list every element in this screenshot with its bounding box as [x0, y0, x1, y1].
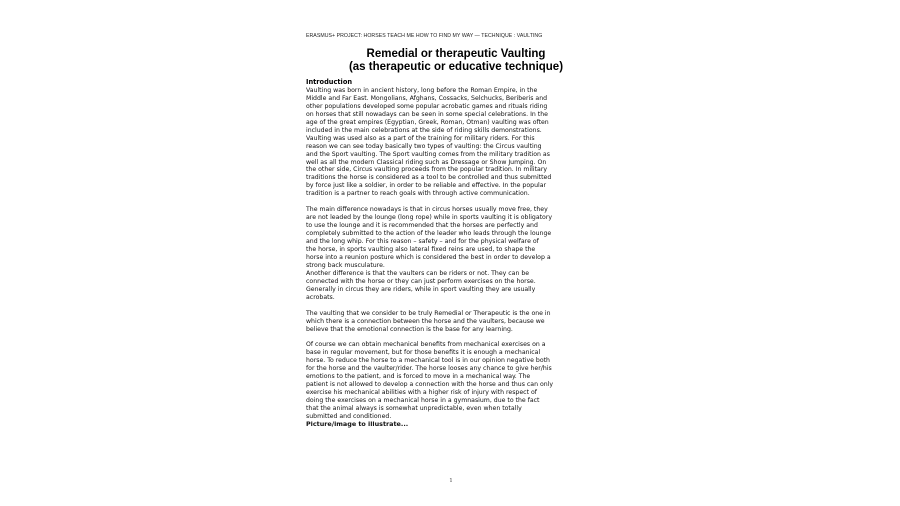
section-heading-introduction: Introduction — [306, 78, 353, 86]
paragraph-mechanical-benefits: Of course we can obtain mechanical benefits from mechanical exercises on a base in regular movement, but for those benefits it is enough a mechanical horse. To reduce the horse to a mechanical tool is in our opinion negative both for the horse and the vaulter/rider. The horse looses any chance to give her/his emotions to the patient, and is forced to move in a mechanical way. The patient is not allowed to develop a connection with the horse and thus can only exercise his mechanical abilities with a higher risk of injury with respect of doing the exercises on a mechanical horse in a gymnasium, due to the fact that the animal always is somewhat unpredictable, even when totally submitted and conditioned. — [306, 341, 554, 420]
title-line-2: (as therapeutic or educative technique) — [348, 60, 564, 73]
title-line-1: Remedial or therapeutic Vaulting — [366, 48, 546, 60]
paragraph-remedial-definition: The vaulting that we consider to be truly Remedial or Therapeutic is the one in which there is a connection between the horse and the vaulters, because we believe that the emotional connection is the base for any learning. — [306, 309, 551, 333]
page-number: 1 — [449, 478, 453, 484]
picture-placeholder-note: Picture/image to illustrate... — [306, 419, 409, 428]
document-body — [306, 79, 606, 429]
paragraph-main-difference: The main difference nowadays is that in circus horses usually move free, they are not leaded by the lounge (long rope) while in sports vaulting it is obligatory to use the lounge and it is recommended that the horses are perfectly and completely submitted to the action of the leader who leads through the lounge and the long whip. For this reason – safety – and for the physical welfare of the horse, in sports vaulting also lateral fixed reins are used, to shape the horse into a reunion posture which is considered the best in order to develop a strong back musculature. — [306, 206, 553, 269]
paragraph-another-difference: Another difference is that the vaulters can be riders or not. They can be connected with the horse or they can just perform exercises on the horse. Generally in circus they are riders, while in sport vaulting they are usually acrobats. — [306, 269, 536, 301]
document-title — [306, 48, 606, 73]
paragraph-history: Vaulting was born in ancient history, long before the Roman Empire, in the Middle and Far East. Mongolians, Afghans, Cossacks, Selchucks, Beriberis and other populations developed some popular acrobatic games and rituals riding on horses that still nowadays can be seen in some special celebrations. In the age of the great empires (Egyptian, Greek, Roman, Otman) vaulting was often included in the main celebrations at the side of riding skills demonstrations. Vaulting was used also as a part of the training for military riders. For this reason we can see today basically two types of vaulting: the Circus vaulting and the Sport vaulting. The Sport vaulting comes from the military tradition as well as all the modern Classical riding such as Dressage or Show Jumping. On the other side, Circus vaulting proceeds from the popular tradition. In military traditions the horse is considered as a tool to be controlled and thus submitted by force just like a soldier, in order to be reliable and effective. In the popular tradition is a partner to reach goals with through active communication. — [306, 86, 552, 198]
running-header: ERASMUS+ PROJECT: HORSES TEACH ME HOW TO FIND MY WAY — TECHNIQUE : VAULTING — [306, 33, 543, 39]
